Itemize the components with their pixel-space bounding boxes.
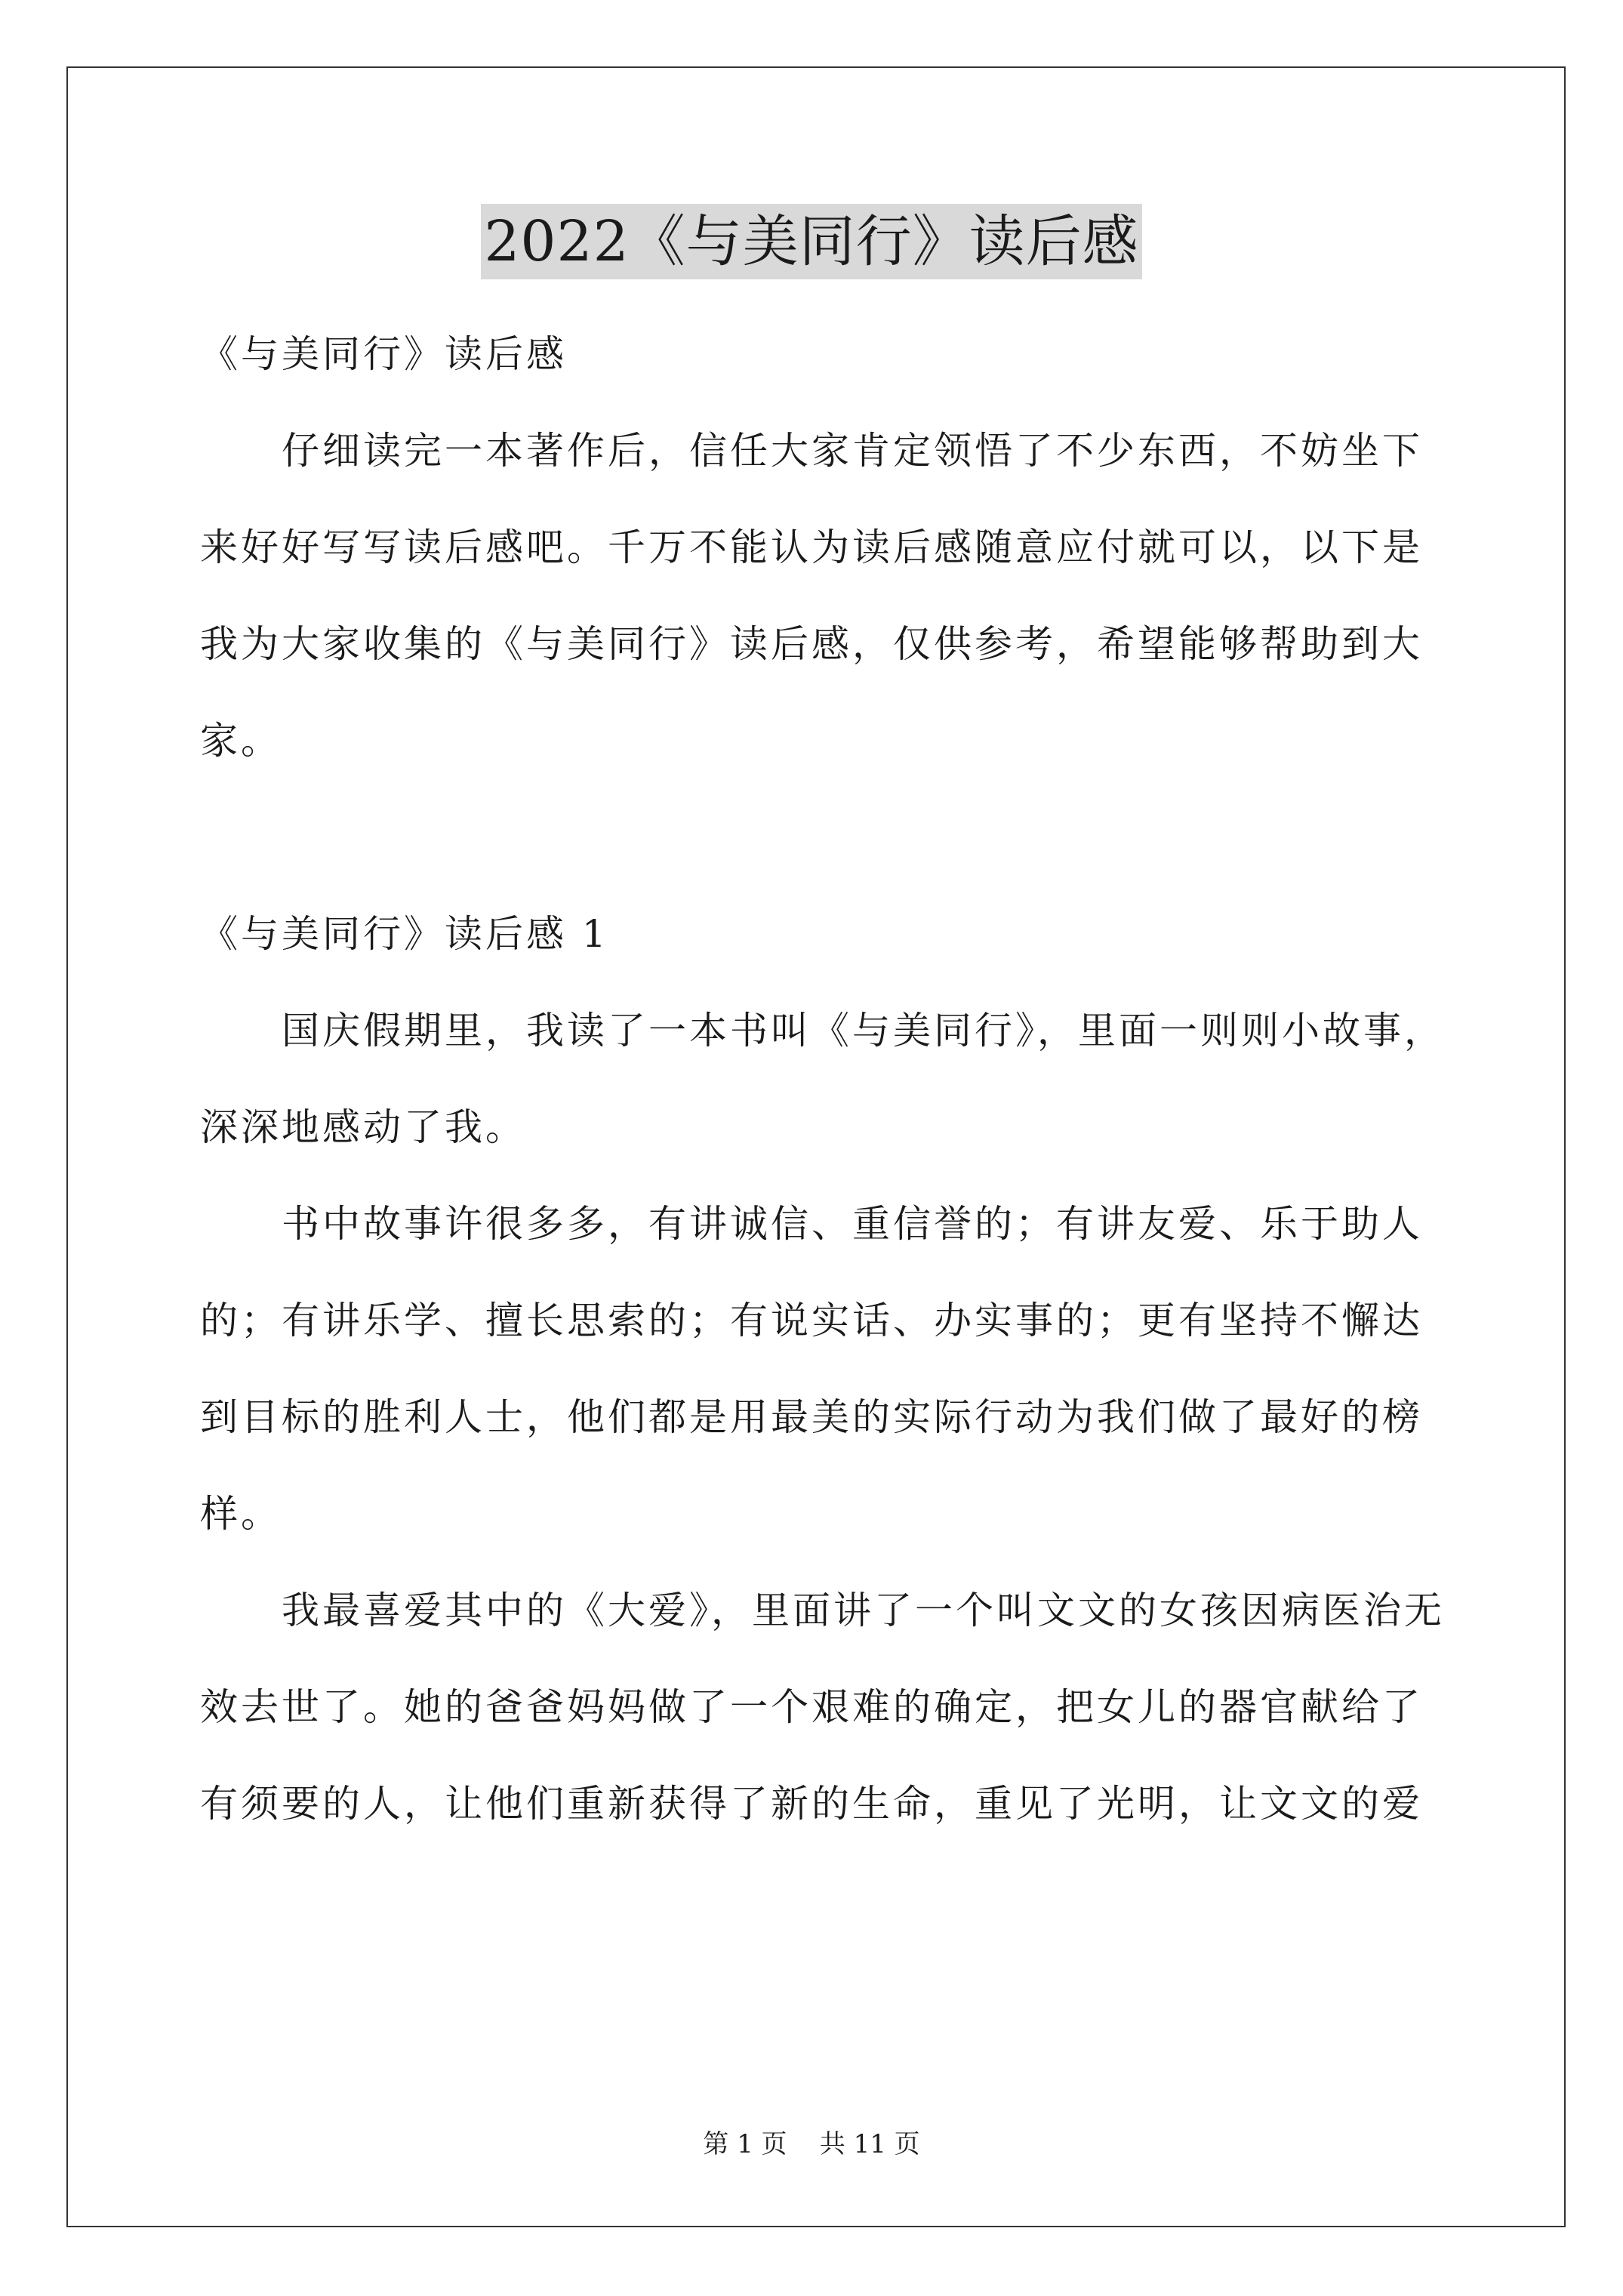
paragraph-line: 效去世了。她的爸爸妈妈做了一个艰难的确定，把女儿的器官献给了 bbox=[200, 1685, 1423, 1729]
paragraph-line: 有须要的人，让他们重新获得了新的生命，重见了光明，让文文的爱 bbox=[200, 1782, 1423, 1826]
paragraph-line: 到目标的胜利人士，他们都是用最美的实际行动为我们做了最好的榜 bbox=[200, 1395, 1423, 1439]
paragraph-line: 来好好写写读后感吧。千万不能认为读后感随意应付就可以，以下是 bbox=[200, 525, 1423, 569]
paragraph-line: 仔细读完一本著作后，信任大家肯定领悟了不少东西，不妨坐下 bbox=[282, 429, 1423, 473]
paragraph-line: 书中故事许很多多，有讲诚信、重信誉的；有讲友爱、乐于助人 bbox=[282, 1202, 1423, 1246]
section-heading: 《与美同行》读后感 1 bbox=[200, 912, 609, 956]
paragraph-line: 国庆假期里，我读了一本书叫《与美同行》，里面一则则小故事， bbox=[282, 1009, 1445, 1052]
paragraph-line: 家。 bbox=[200, 719, 282, 763]
paragraph-line: 我为大家收集的《与美同行》读后感，仅供参考，希望能够帮助到大 bbox=[200, 622, 1423, 666]
paragraph-line: 的；有讲乐学、擅长思索的；有说实话、办实事的；更有坚持不懈达 bbox=[200, 1299, 1423, 1342]
section-heading: 《与美同行》读后感 bbox=[200, 332, 567, 376]
paragraph-line: 我最喜爱其中的《大爱》，里面讲了一个叫文文的女孩因病医治无 bbox=[282, 1589, 1445, 1632]
document-body bbox=[200, 306, 1445, 1852]
paragraph-line: 样。 bbox=[200, 1492, 282, 1536]
paragraph-line: 深深地感动了我。 bbox=[200, 1105, 526, 1149]
page-number-footer: 第 1 页 共 11 页 bbox=[703, 2129, 920, 2159]
title-container bbox=[0, 204, 1623, 279]
blank-line bbox=[200, 789, 1438, 886]
document-title: 2022《与美同行》读后感 bbox=[481, 204, 1141, 279]
